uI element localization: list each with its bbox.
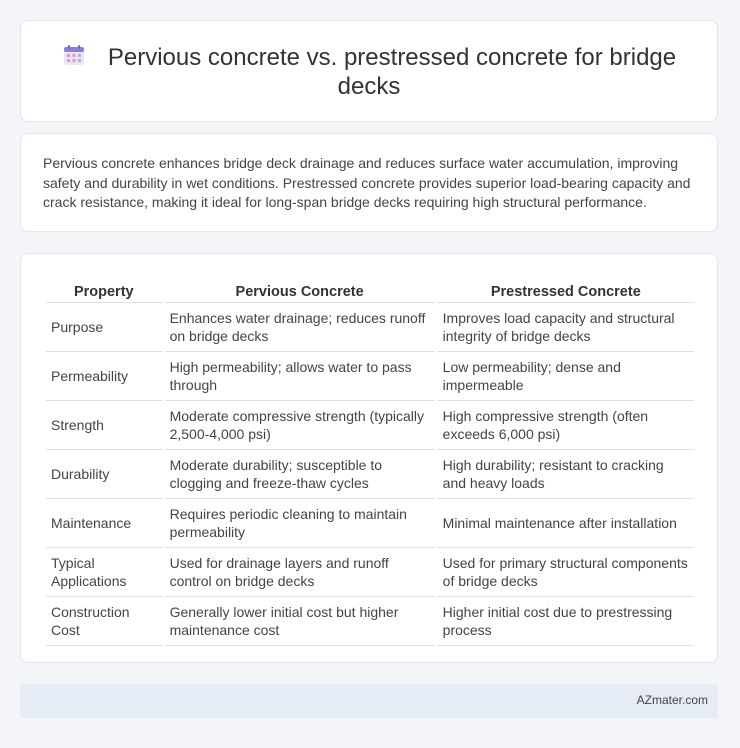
property-cell: Durability xyxy=(46,450,162,499)
column-header: Prestressed Concrete xyxy=(438,274,694,303)
property-cell: Maintenance xyxy=(46,499,162,548)
calendar-icon xyxy=(62,43,86,67)
table-row xyxy=(46,450,694,499)
table-row xyxy=(46,352,694,401)
property-cell: Purpose xyxy=(46,303,162,352)
pervious-cell: Generally lower initial cost but higher maintenance cost xyxy=(165,597,435,646)
prestressed-cell: High durability; resistant to cracking and heavy loads xyxy=(438,450,694,499)
pervious-cell: Enhances water drainage; reduces runoff on bridge decks xyxy=(165,303,435,352)
prestressed-cell: Improves load capacity and structural integrity of bridge decks xyxy=(438,303,694,352)
column-header: Property xyxy=(46,274,162,303)
page-title: Pervious concrete vs. prestressed concrete for bridge decks xyxy=(107,44,677,100)
pervious-cell: Moderate compressive strength (typically 2,500-4,000 psi) xyxy=(165,401,435,450)
prestressed-cell: High compressive strength (often exceeds 6,000 psi) xyxy=(438,401,694,450)
pervious-cell: Used for drainage layers and runoff control on bridge decks xyxy=(165,548,435,597)
property-cell: Strength xyxy=(46,401,162,450)
footer-bar xyxy=(20,684,718,718)
summary-card xyxy=(20,133,718,232)
pervious-cell: Moderate durability; susceptible to clogging and freeze-thaw cycles xyxy=(165,450,435,499)
table-row xyxy=(46,401,694,450)
column-header: Pervious Concrete xyxy=(165,274,435,303)
prestressed-cell: Used for primary structural components of bridge decks xyxy=(438,548,694,597)
title-card xyxy=(20,20,718,122)
prestressed-cell: Low permeability; dense and impermeable xyxy=(438,352,694,401)
title-wrap xyxy=(21,43,717,101)
property-cell: Typical Applications xyxy=(46,548,162,597)
table-row xyxy=(46,499,694,548)
table-row xyxy=(46,548,694,597)
pervious-cell: Requires periodic cleaning to maintain permeability xyxy=(165,499,435,548)
property-cell: Construction Cost xyxy=(46,597,162,646)
prestressed-cell: Minimal maintenance after installation xyxy=(438,499,694,548)
table-row xyxy=(46,597,694,646)
comparison-card xyxy=(20,253,718,663)
summary-text: Pervious concrete enhances bridge deck drainage and reduces surface water accumulation, improving safety and durability in wet conditions. Prestressed concrete provides superior load-bearing capacity and crack resistance, making it ideal for long-span bridge decks requiring high structural performance. xyxy=(43,155,691,210)
footer-brand[interactable]: AZmater.com xyxy=(636,693,708,707)
table-row xyxy=(46,303,694,352)
prestressed-cell: Higher initial cost due to prestressing process xyxy=(438,597,694,646)
property-cell: Permeability xyxy=(46,352,162,401)
pervious-cell: High permeability; allows water to pass through xyxy=(165,352,435,401)
comparison-table xyxy=(43,274,697,646)
table-header-row xyxy=(46,274,694,303)
